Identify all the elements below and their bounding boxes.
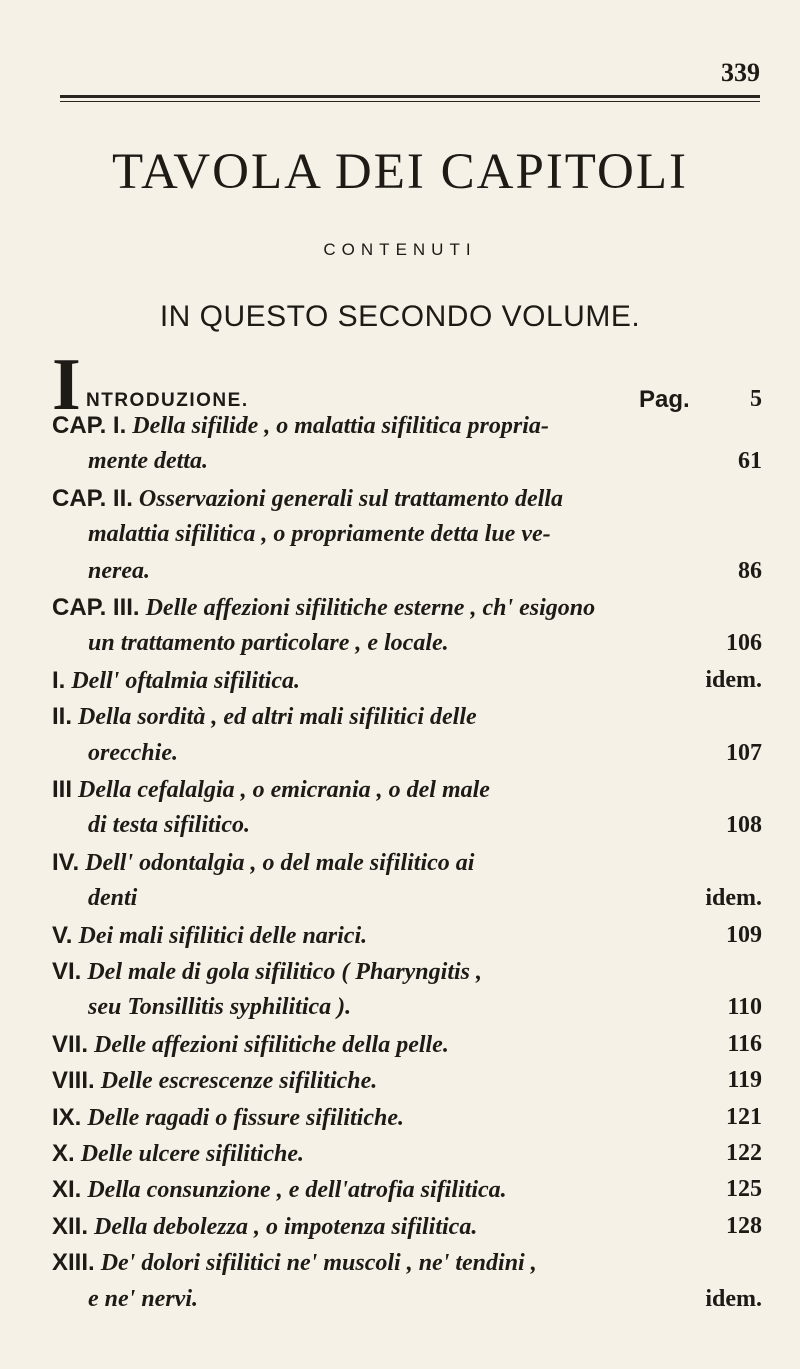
chapter-title: e ne' nervi. — [88, 1285, 198, 1312]
toc-page-number: 61 — [738, 448, 762, 475]
toc-line — [52, 485, 762, 521]
toc-line — [52, 922, 762, 958]
toc-line — [88, 1286, 762, 1322]
chapter-title: denti — [88, 885, 138, 912]
chapter-title: Delle affezioni sifilitiche della pelle. — [94, 1031, 449, 1058]
toc-page-number: 107 — [726, 739, 762, 766]
toc-line — [88, 885, 762, 921]
toc-entry-title: NTRODUZIONE. — [86, 390, 249, 411]
toc-page-number: 109 — [726, 921, 762, 948]
chapter-number: CAP. I. — [52, 412, 127, 439]
toc-line — [88, 630, 762, 666]
toc-line — [52, 594, 762, 630]
toc-line-text — [88, 885, 137, 912]
toc-line-text — [52, 1176, 507, 1204]
toc-line-text — [52, 1140, 304, 1168]
drop-cap: I — [52, 344, 81, 426]
toc-line-text — [88, 558, 150, 585]
toc-line-text — [88, 630, 449, 657]
chapter-title: Della sifilide , o malattia sifilitica propria- — [132, 413, 549, 439]
subtitle: CONTENUTI — [323, 240, 477, 259]
toc-page-number: 128 — [726, 1212, 762, 1239]
toc-line-text — [52, 485, 563, 513]
toc-line — [52, 849, 762, 885]
chapter-title: Della debolezza , o impotenza sifilitica. — [94, 1213, 478, 1240]
toc-line — [52, 958, 762, 994]
toc-line — [88, 740, 762, 776]
page-title: TAVOLA DEI CAPITOLI — [111, 144, 688, 200]
toc-line — [52, 1213, 762, 1249]
toc-page-number: 86 — [738, 557, 762, 584]
toc-line-text — [52, 1104, 404, 1132]
toc-line-text — [88, 994, 351, 1021]
chapter-title: Dell' oftalmia sifilitica. — [71, 667, 300, 694]
chapter-title: Delle affezioni sifilitiche esterne , ch' esigono — [145, 595, 596, 621]
chapter-title: Dell' odontalgia , o del male sifilitico ai — [85, 849, 475, 876]
chapter-number: CAP. II. — [52, 484, 133, 512]
toc-line-text — [52, 1031, 449, 1059]
toc-page-number: 121 — [726, 1103, 762, 1130]
chapter-number: VI. — [52, 958, 82, 985]
toc-line-text — [88, 448, 208, 475]
toc-line — [52, 1031, 762, 1067]
chapter-number: XI. — [52, 1176, 82, 1204]
toc-line-text — [52, 849, 474, 877]
chapter-title: mente detta. — [88, 448, 208, 475]
toc-line-text — [52, 1067, 377, 1095]
chapter-title: di testa sifilitico. — [88, 812, 250, 839]
toc-line-text — [52, 1213, 477, 1241]
chapter-title: nerea. — [88, 557, 150, 584]
subtitle-volume: IN QUESTO SECONDO VOLUME. — [159, 300, 641, 333]
toc-line-text — [52, 1249, 537, 1277]
header-rule-thick — [60, 95, 760, 98]
chapter-number: IV. — [52, 848, 80, 876]
toc-page-number: idem. — [705, 666, 762, 693]
toc-line — [52, 1140, 762, 1176]
chapter-title: Osservazioni generali sul trattamento della — [138, 485, 563, 512]
toc-line-text — [52, 594, 595, 622]
toc-line-text — [52, 667, 300, 695]
toc-line — [52, 667, 762, 703]
chapter-number: XII. — [52, 1212, 89, 1240]
toc-line — [88, 994, 762, 1030]
chapter-title: Della consunzione , e dell'atrofia sifilitica. — [87, 1177, 507, 1204]
chapter-number: X. — [52, 1140, 75, 1167]
toc-line — [52, 703, 762, 739]
toc-line — [52, 776, 762, 812]
toc-entry-page: 5 — [750, 386, 762, 412]
chapter-number: CAP. III. — [52, 594, 140, 621]
chapter-title: Della sordità , ed altri mali sifilitici delle — [78, 704, 477, 731]
chapter-number: IX. — [52, 1103, 82, 1131]
toc-line — [88, 521, 762, 557]
toc-page-number: 106 — [726, 630, 762, 657]
chapter-title: Delle ulcere sifilitiche. — [80, 1141, 304, 1167]
chapter-title: malattia sifilitica , o propriamente detta lue ve- — [88, 521, 551, 548]
chapter-title: Dei mali sifilitici delle narici. — [78, 922, 368, 949]
toc-line-text — [52, 703, 477, 731]
toc-page-number: 125 — [726, 1176, 762, 1203]
toc-line — [88, 448, 762, 484]
chapter-title: un trattamento particolare , e locale. — [88, 630, 449, 657]
toc-page-number: idem. — [705, 885, 762, 912]
toc-line — [52, 1176, 762, 1212]
toc-page-number: 119 — [727, 1067, 762, 1094]
toc-page-number: 122 — [726, 1140, 762, 1166]
chapter-number: V. — [52, 921, 73, 949]
toc-line — [88, 558, 762, 594]
page-label: Pag. — [639, 386, 690, 413]
toc-line — [88, 812, 762, 848]
chapter-title: orecchie. — [88, 739, 178, 766]
toc-page-number: 110 — [727, 994, 762, 1021]
toc-line — [52, 1067, 762, 1103]
chapter-title: Della cefalalgia , o emicrania , o del male — [78, 777, 490, 803]
toc-line-text — [52, 776, 490, 804]
page-number: 339 — [721, 58, 760, 87]
chapter-title: Delle escrescenze sifilitiche. — [100, 1068, 378, 1095]
chapter-title: seu Tonsillitis syphilitica ). — [88, 994, 352, 1021]
toc-line-text — [88, 812, 250, 839]
chapter-number: VIII. — [52, 1067, 95, 1095]
toc-page-number: 116 — [727, 1030, 762, 1057]
toc-page-number: idem. — [705, 1285, 762, 1312]
toc-page-number: 108 — [726, 812, 762, 839]
toc-line-text — [52, 922, 367, 950]
chapter-number: I. — [52, 666, 66, 694]
chapter-number: II. — [52, 703, 73, 731]
chapter-title: Delle ragadi o fissure sifilitiche. — [87, 1104, 404, 1131]
toc-line — [52, 412, 762, 448]
toc-line-text — [88, 740, 178, 767]
toc-line-text — [52, 958, 482, 986]
chapter-title: De' dolori sifilitici ne' muscoli , ne' tendini , — [100, 1250, 537, 1277]
toc-line — [52, 1104, 762, 1140]
header-rule-thin — [60, 101, 760, 102]
toc-line-text — [52, 412, 549, 440]
chapter-number: VII. — [52, 1030, 89, 1058]
chapter-title: Del male di gola sifilitico ( Pharyngitis , — [87, 959, 482, 985]
chapter-number: XIII. — [52, 1249, 95, 1277]
toc-line-text — [88, 1286, 198, 1313]
toc-line — [52, 1249, 762, 1285]
toc-line-text — [88, 521, 551, 548]
chapter-number: III — [52, 776, 73, 803]
